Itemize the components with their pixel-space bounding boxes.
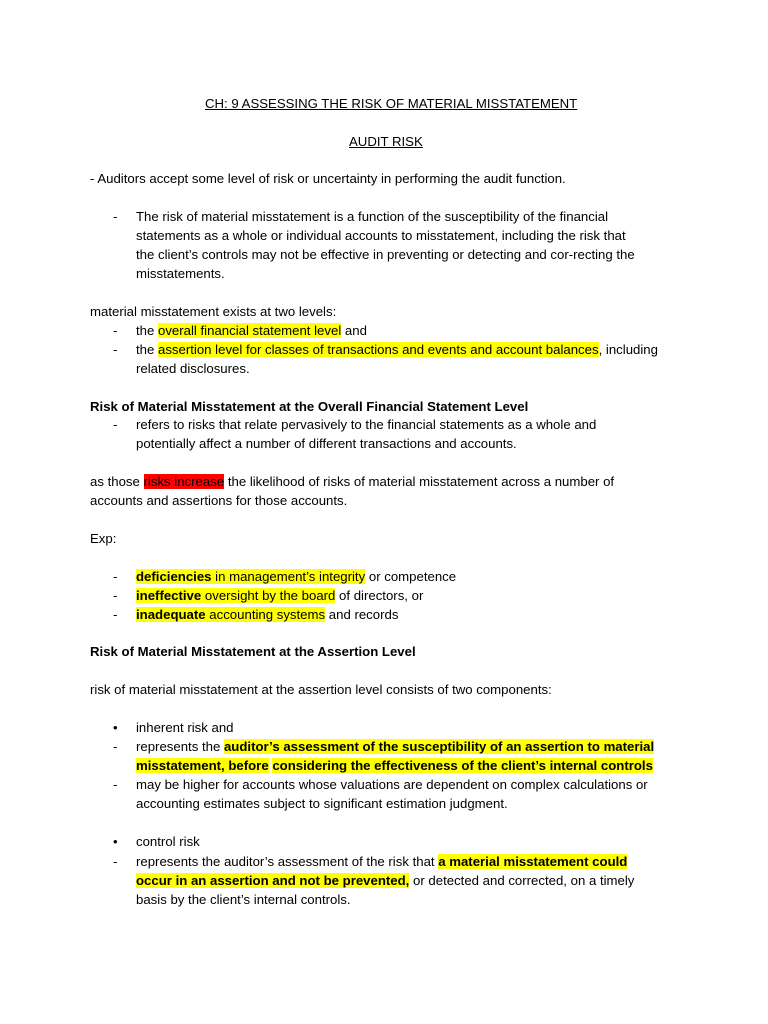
text-span: or detected and corrected, on a timely: [409, 873, 635, 888]
text-span: and records: [325, 607, 399, 622]
dash-marker: -: [113, 569, 118, 584]
example-label: Exp:: [90, 531, 117, 546]
text-span: , including: [598, 342, 658, 357]
bold-span: deficiencies: [136, 569, 212, 584]
example-item: [136, 567, 456, 586]
section-title-audit-risk: AUDIT RISK: [349, 134, 423, 149]
intro-text: - Auditors accept some level of risk or uncertainty in performing the audit function.: [90, 171, 566, 186]
bullet-marker: •: [113, 834, 118, 849]
dash-marker: -: [113, 777, 118, 792]
example-item: [136, 605, 398, 624]
highlight-span: [136, 569, 365, 584]
assertion-intro: risk of material misstatement at the assertion level consists of two components:: [90, 682, 552, 697]
text-line: potentially affect a number of different transactions and accounts.: [136, 436, 517, 451]
dash-marker: -: [113, 854, 118, 869]
text-span: and: [341, 323, 367, 338]
text-line: basis by the client’s internal controls.: [136, 892, 351, 907]
levels-intro: material misstatement exists at two levels:: [90, 304, 337, 319]
dash-marker: -: [113, 209, 118, 224]
dash-marker: -: [113, 607, 118, 622]
text-span: the: [136, 323, 158, 338]
text-span: or competence: [365, 569, 457, 584]
text-span: oversight by the board: [201, 588, 336, 603]
text-line: [136, 852, 627, 871]
highlight-span: considering the effectiveness of the client’s internal controls: [272, 758, 653, 773]
text-line: accounts and assertions for those accounts.: [90, 493, 348, 508]
text-line: refers to risks that relate pervasively to the financial statements as a whole and: [136, 417, 597, 432]
bold-span: ineffective: [136, 588, 202, 603]
text-line: accounting estimates subject to significant estimation judgment.: [136, 796, 508, 811]
text-span: the likelihood of risks of material misstatement across a number of: [224, 474, 615, 489]
text-span: of directors, or: [335, 588, 424, 603]
text-line: [136, 737, 654, 756]
dash-marker: -: [113, 323, 118, 338]
text-span: represents the auditor’s assessment of the risk that: [136, 854, 439, 869]
risk-increase-line: [90, 472, 614, 491]
text-line: inherent risk and: [136, 720, 234, 735]
highlight-span: [136, 588, 335, 603]
text-line: may be higher for accounts whose valuations are dependent on complex calculations or: [136, 777, 648, 792]
text-line: statements as a whole or individual accounts to misstatement, including the risk that: [136, 228, 626, 243]
bullet-marker: •: [113, 720, 118, 735]
heading-financial-statement-level: Risk of Material Misstatement at the Overall Financial Statement Level: [90, 399, 529, 414]
example-item: [136, 586, 423, 605]
dash-marker: -: [113, 342, 118, 357]
red-highlight-span: risks increase: [143, 474, 225, 489]
level-item-2: [136, 340, 658, 359]
text-line: the client’s controls may not be effective in preventing or detecting and cor-recting the: [136, 247, 635, 262]
dash-marker: -: [113, 739, 118, 754]
highlight-span: auditor’s assessment of the susceptibility of an assertion to material: [223, 739, 655, 754]
text-line: misstatements.: [136, 266, 225, 281]
text-line: [136, 756, 653, 775]
text-line: related disclosures.: [136, 361, 250, 376]
text-line: control risk: [136, 834, 200, 849]
level-item-1: [136, 321, 367, 340]
highlight-span: assertion level for classes of transactions and events and account balances: [158, 342, 599, 357]
highlight-span: occur in an assertion and not be prevented,: [136, 873, 410, 888]
text-line: [136, 871, 634, 890]
highlight-span: misstatement, before: [136, 758, 269, 773]
bold-span: inadequate: [136, 607, 206, 622]
dash-marker: -: [113, 417, 118, 432]
text-span: as those: [90, 474, 144, 489]
text-span: accounting systems: [205, 607, 326, 622]
highlight-span: a material misstatement could: [438, 854, 628, 869]
dash-marker: -: [113, 588, 118, 603]
highlight-span: [136, 607, 325, 622]
text-span: in management’s integrity: [211, 569, 366, 584]
text-line: The risk of material misstatement is a function of the susceptibility of the financial: [136, 209, 609, 224]
text-span: the: [136, 342, 158, 357]
page-title: CH: 9 ASSESSING THE RISK OF MATERIAL MISSTATEMENT: [205, 96, 578, 111]
heading-assertion-level: Risk of Material Misstatement at the Assertion Level: [90, 644, 416, 659]
text-span: represents the: [136, 739, 224, 754]
highlight-span: overall financial statement level: [158, 323, 342, 338]
